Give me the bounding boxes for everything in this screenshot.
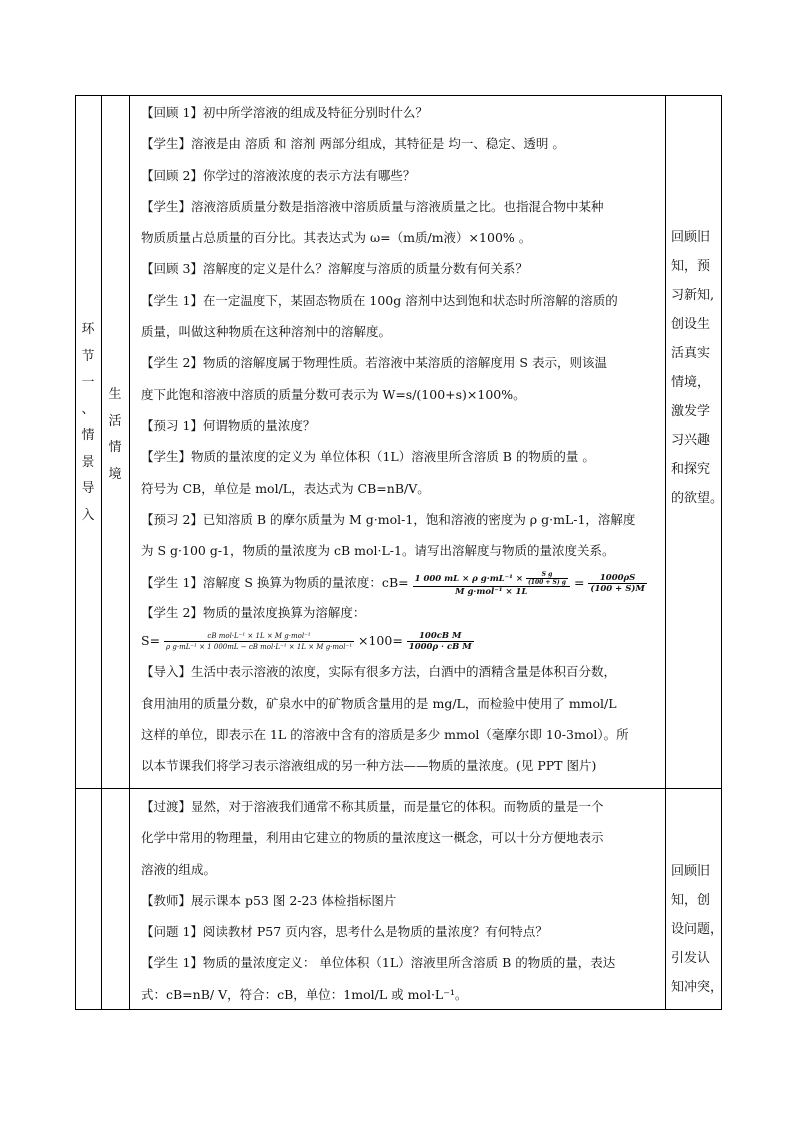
text-line: 【学生 1】在一定温度下，某固态物质在 100g 溶剂中达到饱和状态时所溶解的溶质的: [141, 292, 618, 308]
formula-line-2: S= $\frac{\text{cB mol·L⁻¹ × 1L × M g·mol⁻¹}}{\text{ρ g·mL⁻¹ × 1 000mL − cB mol·L⁻¹ × 1L × M g·mol⁻¹}}$ ×100= $\frac{\text{100cB M}}{\text{1000ρ · cB M}}$: [141, 631, 472, 653]
text-line: 这样的单位，即表示在 1L 的溶液中含有的溶质是多少 mmol（毫摩尔即 10-3mol）。所: [141, 727, 629, 743]
section1-content: [141, 97, 663, 782]
text-line: 【学生 2】物质的量浓度换算为溶解度：: [141, 605, 366, 621]
text-line: 【回顾 2】你学过的溶液浓度的表示方法有哪些？: [141, 167, 416, 183]
formula1-result: $\frac{1000\rho S}{(100 + S)M}$: [590, 573, 645, 595]
formula1-fraction: 1 000 mL × ρ g·mL⁻¹ × $\frac{\text{S g}}{(100 + S) g}$ M g·mol⁻¹ × 1L: [413, 571, 570, 597]
text-line: 【学生】溶液溶质质量分数是指溶液中溶质质量与溶液质量之比。也指混合物中某种: [141, 198, 604, 214]
scenario-label: 生 活 情 境: [108, 387, 122, 482]
text-line: 【学生 2】物质的溶解度属于物理性质。若溶液中某溶质的溶解度用 S 表示，则该温: [141, 355, 607, 371]
text-line: 为 S g·100 g-1，物质的量浓度为 cB mol·L-1。请写出溶解度与物质的量浓度关系。: [141, 543, 615, 559]
text-line: 【学生】溶液是由 溶质 和 溶剂 两部分组成，其特征是 均一、稳定、透明 。: [141, 136, 565, 152]
lesson-table: [75, 95, 722, 1010]
text-line: 【学生】物质的量浓度的定义为 单位体积（1L）溶液里所含溶质 B 的物质的量 。: [141, 449, 595, 465]
text-line: 【问题 1】阅读教材 P57 页内容，思考什么是物质的量浓度？有何特点？: [141, 924, 548, 940]
text-line: 物质质量占总质量的百分比。其表达式为 ω=（m质/m液）×100% 。: [141, 230, 532, 246]
section2-content: [141, 791, 663, 1010]
text-line: 食用油用的质量分数，矿泉水中的矿物质含量用的是 mg/L，而检验中使用了 mmol/L: [141, 695, 617, 711]
formula-line-1: 【学生 1】溶解度 S 换算为物质的量浓度：cB= 1 000 mL × ρ g·mL⁻¹ × $\frac{\text{S g}}{(100 + S) g}$ M g·mol⁻¹ × 1L = $\frac{1000\rho S}{(100 + S)M}$: [141, 570, 645, 597]
text-line: 质量，叫做这种物质在这种溶剂中的溶解度。: [141, 324, 392, 340]
text-line: 化学中常用的物理量，利用由它建立的物质的量浓度这一概念，可以十分方便地表示: [141, 830, 604, 846]
text-line: 【预习 2】已知溶质 B 的摩尔质量为 M g·mol-1，饱和溶液的密度为 ρ g·mL-1，溶解度: [141, 511, 636, 527]
text-line: 【预习 1】何谓物质的量浓度？: [141, 417, 316, 433]
text-line: 度下此饱和溶液中溶质的质量分数可表示为 W=s/(100+s)×100%。: [141, 386, 526, 402]
stage-label: 环 节 一 、 情 景 导 入: [81, 322, 95, 523]
text-line: 【回顾 1】初中所学溶液的组成及特征分别时什么？: [141, 105, 428, 120]
text-line: 符号为 CB，单位是 mol/L，表达式为 CB=nB/V。: [141, 480, 430, 496]
text-line: 式：cB=nB/ V，符合：cB，单位：1mol/L 或 mol·L⁻¹。: [141, 986, 468, 1002]
formula2-result: $\frac{\text{100cB M}}{\text{1000ρ · cB M}}$: [408, 631, 472, 653]
section2-purpose: 回顾旧 知，创 设问题， 引发认 知冲突，: [671, 864, 724, 995]
formula2-fraction: $\frac{\text{cB mol·L⁻¹ × 1L × M g·mol⁻¹}}{\text{ρ g·mL⁻¹ × 1 000mL − cB mol·L⁻¹ × 1L × M g·mol⁻¹}}$: [166, 632, 352, 652]
text-line: 溶液的组成。: [141, 861, 217, 877]
section1-purpose: 回顾旧 知，预 习新知, 创设生 活真实 情境， 激发学 习兴趣 和探究 的欲望。: [671, 230, 724, 506]
text-line: 以本节课我们将学习表示溶液组成的另一种方法——物质的量浓度。(见 PPT 图片): [141, 758, 597, 774]
text-line: 【学生 1】物质的量浓度定义： 单位体积（1L）溶液里所含溶质 B 的物质的量，表达: [141, 955, 616, 971]
text-line: 【回顾 3】溶解度的定义是什么？溶解度与溶质的质量分数有何关系？: [141, 261, 528, 277]
text-line: 【教师】展示课本 p53 图 2-23 体检指标图片: [141, 892, 397, 908]
text-line: 【导入】生活中表示溶液的浓度，实际有很多方法，白酒中的酒精含量是体积百分数，: [141, 664, 617, 680]
text-line: 【过渡】显然，对于溶液我们通常不称其质量，而是量它的体积。而物质的量是一个: [141, 799, 604, 814]
